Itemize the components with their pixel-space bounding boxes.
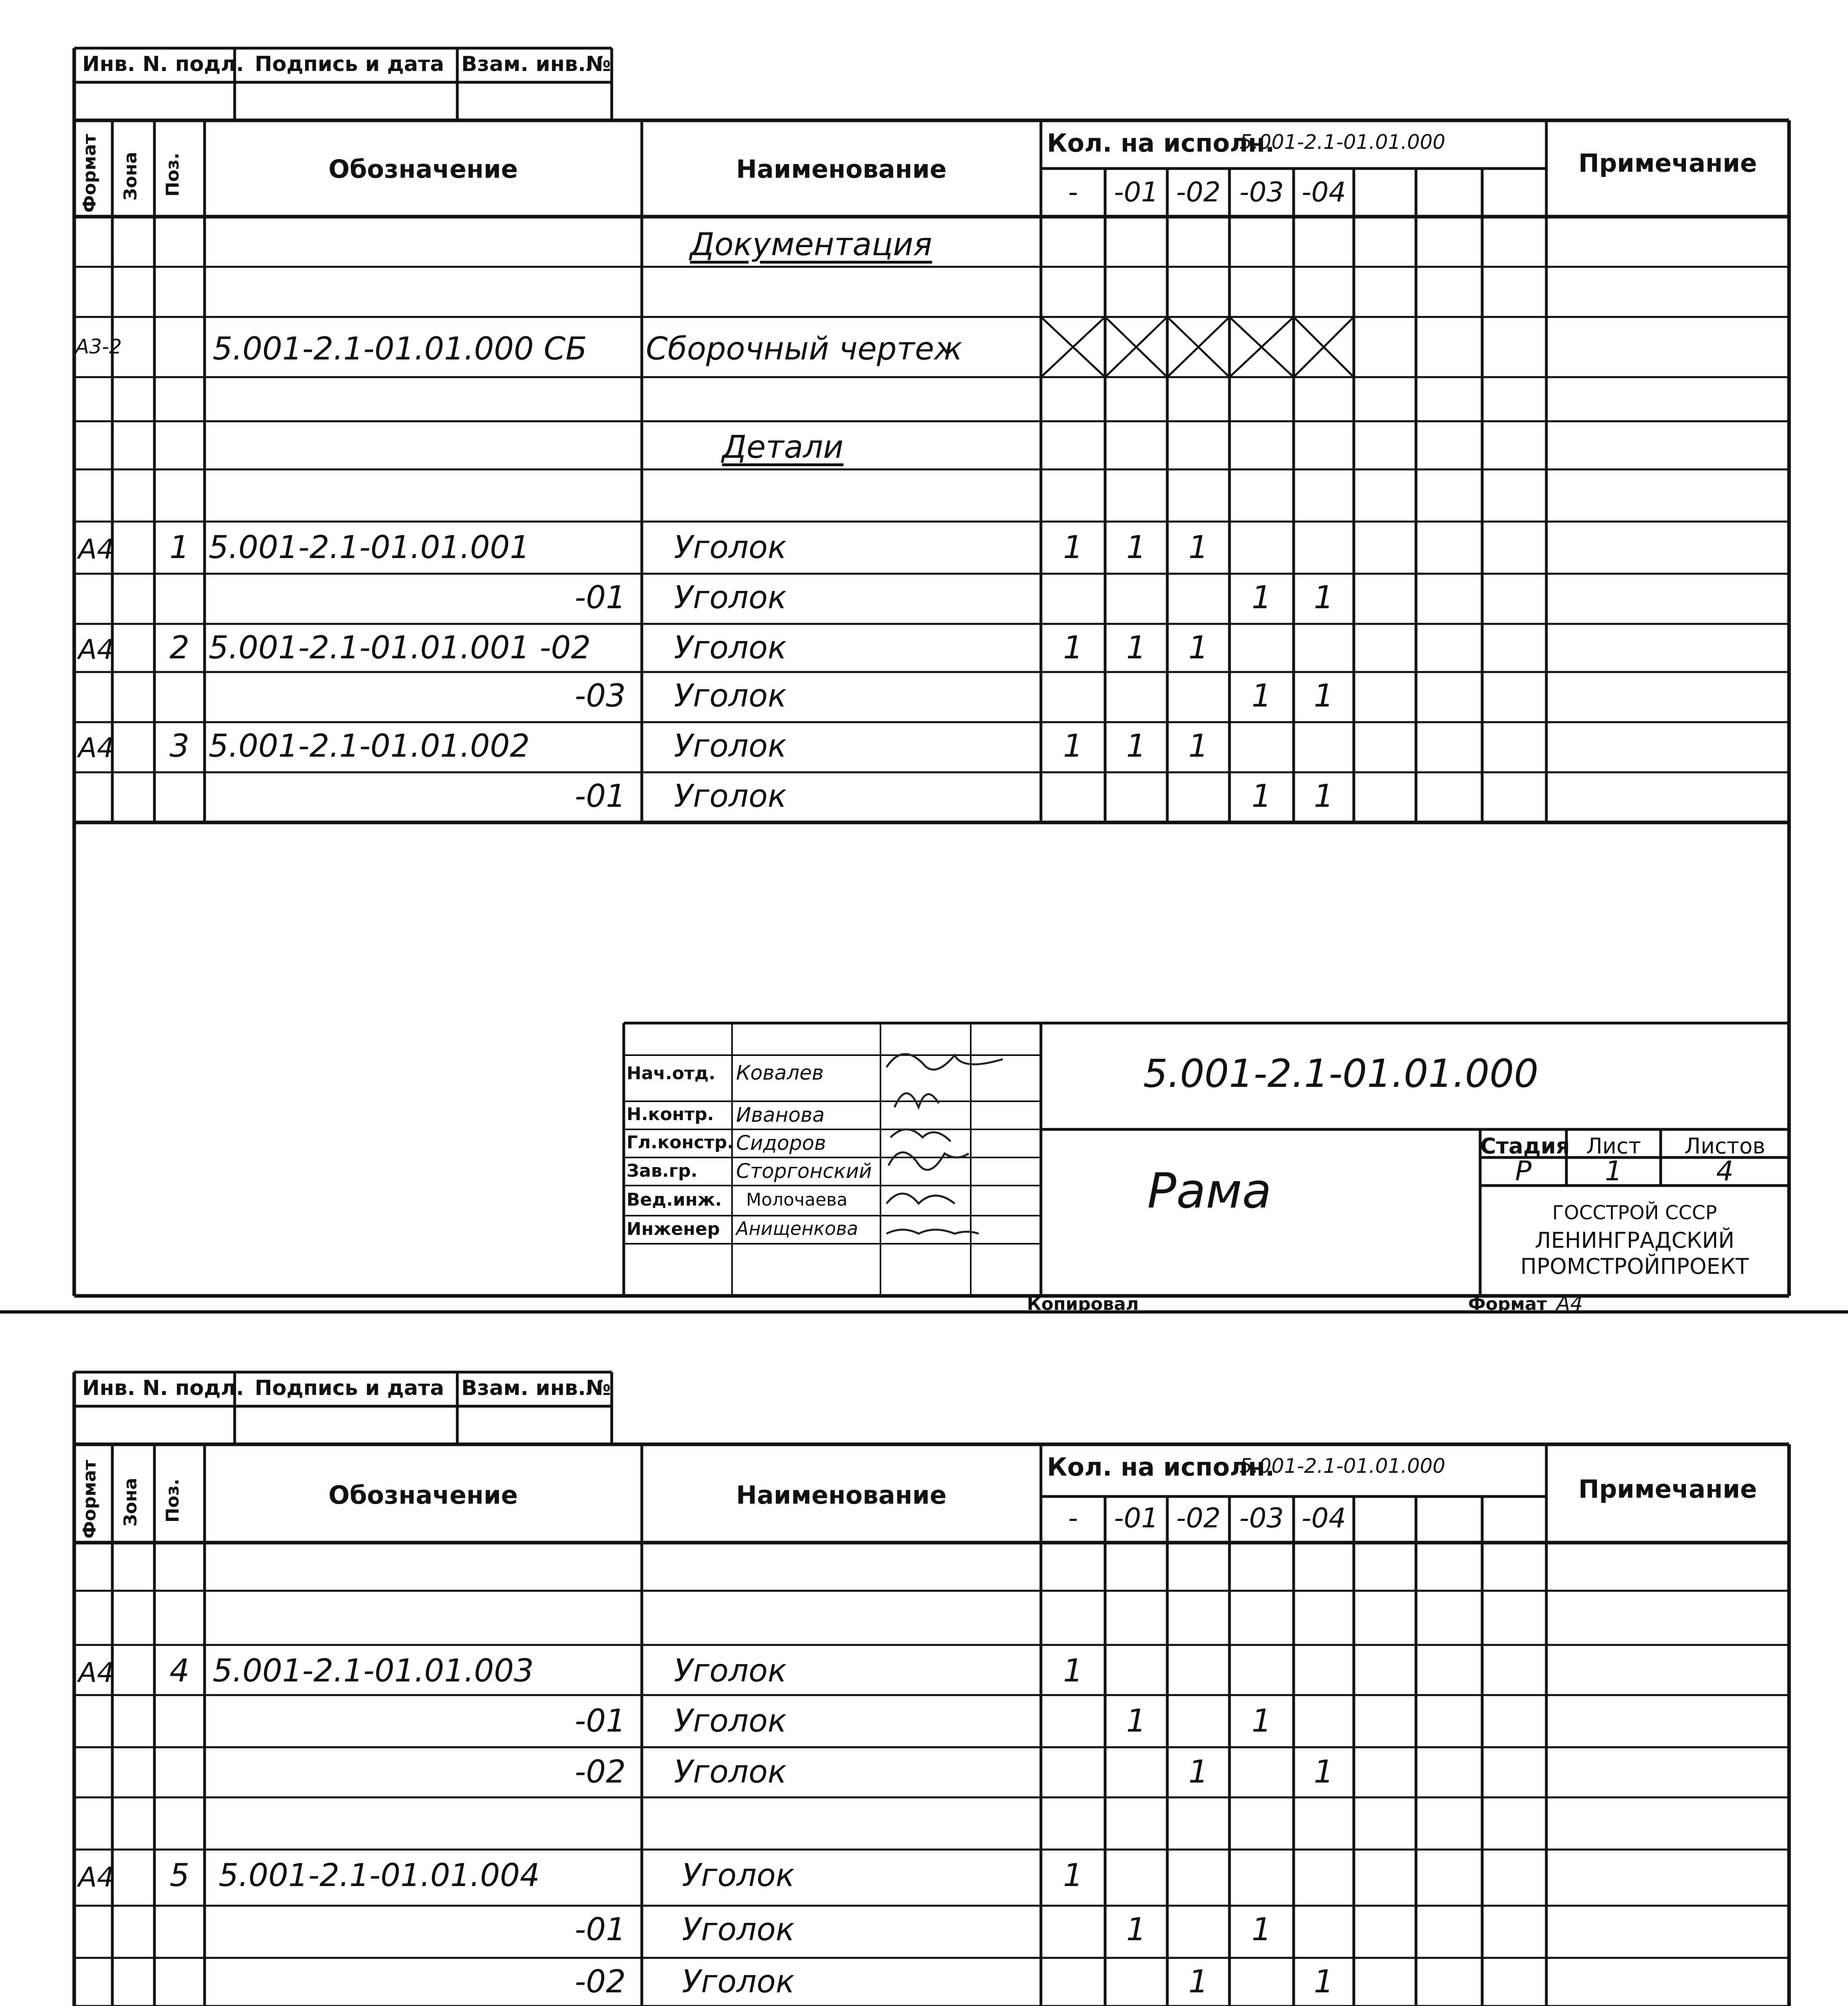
- tb-role: Нач.отд.: [627, 1063, 716, 1084]
- tb-list: 1: [1605, 1155, 1623, 1187]
- qty: 1: [1126, 1912, 1146, 1948]
- row-poz: 1: [169, 530, 190, 566]
- col-exec-4: -04: [1301, 1502, 1346, 1534]
- tb-title: Рама: [1147, 1163, 1272, 1219]
- stamp-vzam-inv: Взам. инв.№: [461, 1376, 611, 1400]
- col-primechanie: Примечание: [1578, 148, 1757, 178]
- row-name: Уголок: [674, 630, 787, 666]
- row-designation: 5.001-2.1-01.01.001 -02: [209, 630, 591, 666]
- row-designation: 5.001-2.1-01.01.002: [209, 728, 530, 764]
- stamp-inv-podl: Инв. N. подл.: [82, 1376, 244, 1400]
- tb-role: Вед.инж.: [627, 1190, 722, 1210]
- row-designation: 5.001-2.1-01.01.004: [219, 1858, 540, 1894]
- row-designation: -01: [574, 580, 626, 616]
- qty: 1: [1252, 1912, 1272, 1948]
- row-poz: 5: [169, 1858, 190, 1894]
- tb-role: Н.контр.: [627, 1104, 714, 1125]
- qty: 1: [1063, 728, 1083, 764]
- qty: 1: [1126, 1703, 1146, 1739]
- tb-name: Сидоров: [736, 1131, 826, 1155]
- row-format: А4: [78, 732, 114, 764]
- qty: 1: [1063, 1653, 1083, 1689]
- qty: 1: [1063, 1858, 1083, 1894]
- qty: 1: [1252, 678, 1272, 714]
- qty: 1: [1126, 530, 1146, 566]
- tb-name: Молочаева: [746, 1190, 848, 1210]
- col-kol-label: Кол. на исполн.: [1047, 128, 1275, 158]
- qty: 1: [1126, 630, 1146, 666]
- row-format: А4: [78, 1862, 114, 1893]
- tb-role: Инженер: [627, 1219, 720, 1239]
- row-designation: -03: [574, 678, 626, 714]
- stamp-podpis-data: Подпись и дата: [255, 52, 444, 76]
- row-name: Уголок: [682, 1912, 795, 1948]
- row-poz: 4: [169, 1653, 190, 1689]
- col-exec-2: -02: [1176, 1502, 1221, 1534]
- row-name: Уголок: [674, 1653, 787, 1689]
- stamp-inv-podl: Инв. N. подл.: [82, 52, 244, 76]
- row-designation: -02: [574, 1754, 626, 1790]
- row-designation: -02: [574, 1964, 626, 2000]
- row-poz: 2: [169, 630, 190, 666]
- tb-org-line3: ПРОМСТРОЙПРОЕКТ: [1520, 1254, 1749, 1279]
- tb-list-label: Лист: [1586, 1133, 1641, 1159]
- format-label: Формат: [1468, 1294, 1547, 1314]
- row-designation: 5.001-2.1-01.01.001: [209, 530, 530, 566]
- tb-org-line1: ГОССТРОЙ СССР: [1552, 1202, 1717, 1224]
- row-name: Сборочный чертеж: [646, 331, 962, 367]
- row-format: А4: [78, 634, 114, 666]
- stamp-podpis-data: Подпись и дата: [255, 1376, 444, 1400]
- row-poz: 3: [169, 728, 190, 764]
- col-kol-label: Кол. на исполн.: [1047, 1452, 1275, 1482]
- col-exec-1: -01: [1114, 1502, 1159, 1534]
- kopiroval: Копировал: [1027, 1294, 1139, 1314]
- tb-stadiya-label: Стадия: [1480, 1133, 1570, 1159]
- col-exec-0: -: [1068, 1502, 1078, 1534]
- col-primechanie: Примечание: [1578, 1474, 1757, 1504]
- row-name: Уголок: [674, 678, 787, 714]
- tb-name: Ковалев: [736, 1061, 824, 1084]
- qty: 1: [1126, 728, 1146, 764]
- section-documentation: Документация: [690, 227, 932, 263]
- tb-name: Сторгонский: [736, 1159, 872, 1183]
- format-value: А4: [1556, 1292, 1583, 1315]
- row-designation: -01: [574, 1703, 626, 1739]
- col-kol-code: 5.001-2.1-01.01.000: [1239, 130, 1446, 154]
- row-name: Уголок: [682, 1964, 795, 2000]
- col-poz: Поз.: [162, 1478, 183, 1523]
- qty: 1: [1188, 728, 1209, 764]
- qty: 1: [1252, 1703, 1272, 1739]
- qty: 1: [1314, 1964, 1334, 2000]
- col-poz: Поз.: [162, 152, 183, 197]
- col-naimenovanie: Наименование: [736, 154, 947, 184]
- row-name: Уголок: [674, 1703, 787, 1739]
- qty: 1: [1188, 1754, 1209, 1790]
- qty: 1: [1063, 630, 1083, 666]
- stamp-vzam-inv: Взам. инв.№: [461, 52, 611, 76]
- qty: 1: [1314, 778, 1334, 814]
- col-format: Формат: [79, 134, 100, 213]
- qty: 1: [1188, 630, 1209, 666]
- row-format: А4: [78, 1657, 114, 1689]
- qty: 1: [1188, 1964, 1209, 2000]
- tb-role: Гл.констр.: [627, 1132, 734, 1153]
- row-name: Уголок: [674, 728, 787, 764]
- row-designation: -01: [574, 1912, 626, 1948]
- tb-role: Зав.гр.: [627, 1161, 698, 1181]
- tb-stadiya: Р: [1515, 1155, 1532, 1187]
- tb-name: Иванова: [736, 1103, 825, 1127]
- row-name: Уголок: [674, 580, 787, 616]
- row-designation: -01: [574, 778, 626, 814]
- section-details: Детали: [722, 429, 844, 465]
- col-exec-2: -02: [1176, 177, 1221, 208]
- col-exec-3: -03: [1239, 177, 1284, 208]
- col-oboznachenie: Обозначение: [328, 154, 518, 184]
- col-zona: Зона: [120, 1478, 141, 1527]
- col-exec-4: -04: [1301, 177, 1346, 208]
- qty: 1: [1252, 778, 1272, 814]
- qty: 1: [1314, 580, 1334, 616]
- col-exec-0: -: [1068, 177, 1078, 208]
- row-designation: 5.001-2.1-01.01.003: [213, 1653, 534, 1689]
- col-zona: Зона: [120, 152, 141, 201]
- col-naimenovanie: Наименование: [736, 1480, 947, 1510]
- col-exec-1: -01: [1114, 177, 1159, 208]
- tb-listov-label: Листов: [1684, 1133, 1765, 1159]
- qty: 1: [1063, 530, 1083, 566]
- qty: 1: [1314, 678, 1334, 714]
- tb-name: Анищенкова: [736, 1218, 858, 1239]
- qty: 1: [1188, 530, 1209, 566]
- row-designation: 5.001-2.1-01.01.000 СБ: [213, 331, 587, 367]
- tb-org-line2: ЛЕНИНГРАДСКИЙ: [1535, 1228, 1734, 1253]
- row-name: Уголок: [674, 1754, 787, 1790]
- qty: 1: [1252, 580, 1272, 616]
- tb-listov: 4: [1716, 1155, 1734, 1187]
- col-oboznachenie: Обозначение: [328, 1480, 518, 1510]
- row-format: А4: [78, 534, 114, 565]
- col-exec-3: -03: [1239, 1502, 1284, 1534]
- row-name: Уголок: [674, 778, 787, 814]
- col-kol-code: 5.001-2.1-01.01.000: [1239, 1454, 1446, 1478]
- row-name: Уголок: [674, 530, 787, 566]
- row-name: Уголок: [682, 1858, 795, 1894]
- tb-doc-code: 5.001-2.1-01.01.000: [1143, 1051, 1539, 1096]
- qty: 1: [1314, 1754, 1334, 1790]
- row-format: А3-2: [75, 335, 122, 358]
- col-format: Формат: [79, 1460, 100, 1539]
